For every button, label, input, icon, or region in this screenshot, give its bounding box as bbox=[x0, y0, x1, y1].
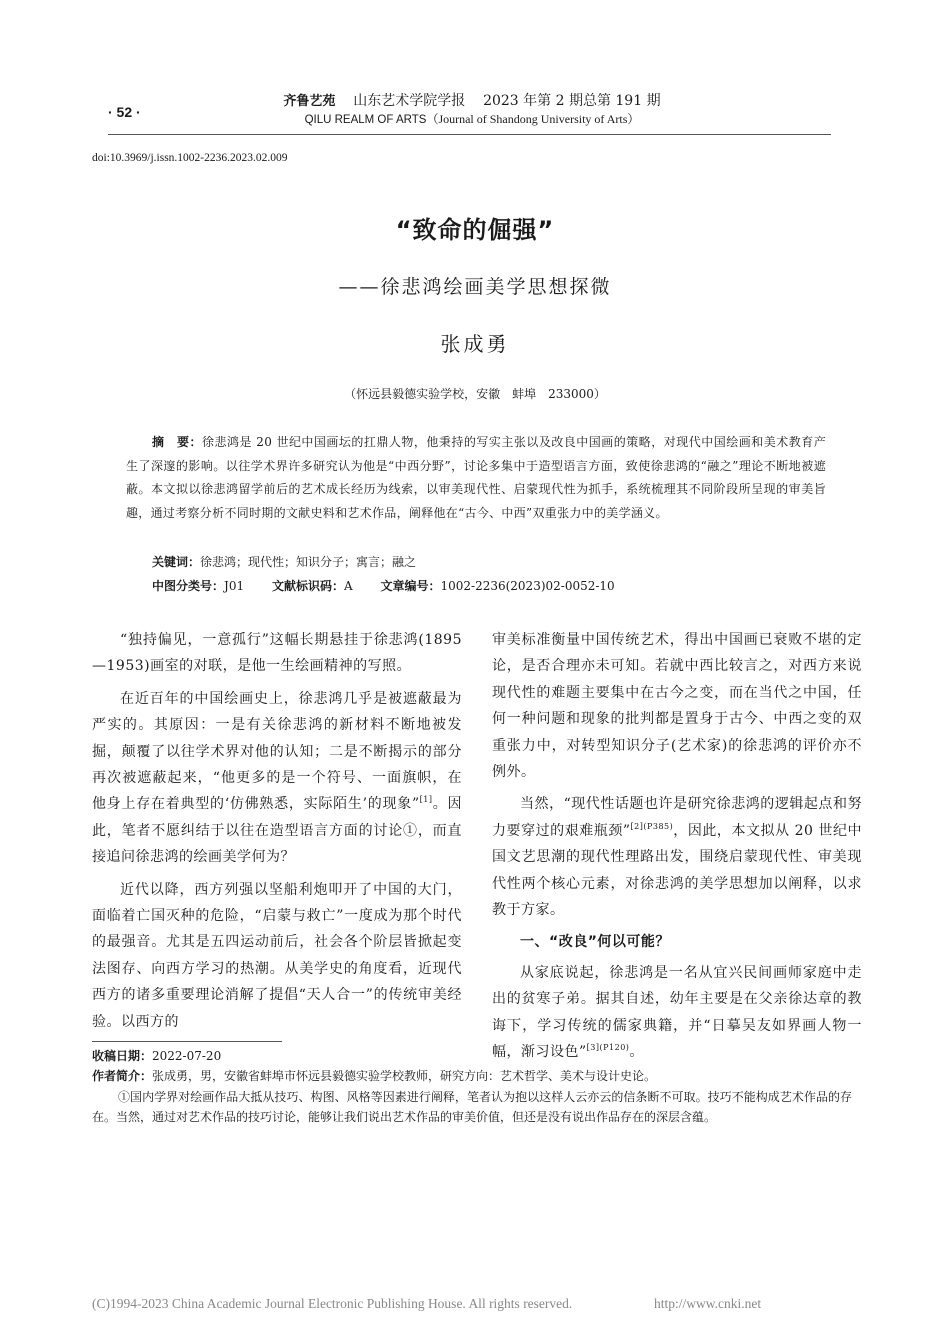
classification-line bbox=[152, 577, 615, 594]
paragraph-text: 当然，“现代性话题也许是研究徐悲鸿的逻辑起点和努力要穿过的艰难瓶颈” bbox=[492, 796, 862, 839]
doi: doi:10.3969/j.issn.1002-2236.2023.02.009 bbox=[92, 152, 288, 164]
citation-ref: [3](P120) bbox=[586, 1043, 630, 1053]
paragraph-text: ，因此，本文拟从 20 世纪中国文艺思潮的现代性理路出发，围绕启蒙现代性、审美现代性两个核心元素，对徐悲鸿的美学思想加以阐释，以求教于方家。 bbox=[492, 822, 862, 919]
abstract bbox=[126, 431, 826, 525]
keywords-text: 徐悲鸿；现代性；知识分子；寓言；融之 bbox=[200, 555, 417, 569]
paragraph-text: 。因此，笔者不愿纠结于以往在造型语言方面的讨论①，而直接追问徐悲鸿的绘画美学何为？ bbox=[92, 796, 463, 866]
clc-value: J01 bbox=[224, 579, 245, 593]
journal-header-cn bbox=[262, 90, 682, 110]
keywords bbox=[152, 553, 416, 570]
cnki-link[interactable]: http://www.cnki.net bbox=[654, 1296, 762, 1311]
journal-name-en: QILU REALM OF ARTS bbox=[304, 114, 427, 126]
citation-ref: [2](P385) bbox=[630, 821, 674, 831]
doc-code-value: A bbox=[343, 579, 353, 593]
paragraph-text: 从家底说起，徐悲鸿是一名从宜兴民间画师家庭中走出的贫寒子弟。据其自述，幼年主要是在父亲徐达章的教诲下，学习传统的儒家典籍，并“日摹吴友如界画人物一幅，渐习设色” bbox=[492, 964, 862, 1061]
body-column-left bbox=[92, 627, 462, 1041]
copyright-text: (C)1994-2023 China Academic Journal Electronic Publishing House. All rights reserved. bbox=[92, 1296, 573, 1311]
article-number-label: 文章编号： bbox=[380, 579, 441, 593]
body-column-right bbox=[492, 627, 862, 1072]
author-bio bbox=[92, 1066, 852, 1086]
clc-label: 中图分类号： bbox=[152, 579, 225, 593]
paragraph: “独持偏见，一意孤行”这幅长期悬挂于徐悲鸿(1895—1953)画室的对联，是他一生绘画精神的写照。 bbox=[92, 632, 462, 675]
received-date bbox=[92, 1046, 852, 1066]
copyright-line bbox=[92, 1296, 762, 1312]
keywords-label: 关键词： bbox=[152, 555, 201, 569]
article-number-value: 1002-2236(2023)02-0052-10 bbox=[440, 579, 615, 593]
paragraph-text: 。 bbox=[629, 1044, 644, 1061]
paragraph bbox=[92, 686, 462, 871]
received-label: 收稿日期： bbox=[92, 1049, 153, 1063]
footnote-1: ①国内学界对绘画作品大抵从技巧、构图、风格等因素进行阐释，笔者认为抱以这样人云亦云的信条断不可取。技巧不能构成艺术作品的存在。当然，通过对艺术作品的技巧讨论，能够让我们说出艺术作品的审美价值，但还是没有说出作品存在的深层含蕴。 bbox=[92, 1089, 852, 1125]
article-title: “致命的倔强” bbox=[395, 216, 555, 244]
article-subtitle: ——徐悲鸿绘画美学思想探微 bbox=[338, 276, 612, 298]
author-affiliation: （怀远县毅德实验学校，安徽 蚌埠 233000） bbox=[344, 387, 606, 401]
author-name: 张成勇 bbox=[440, 332, 510, 356]
journal-name-cn: 齐鲁艺苑 bbox=[283, 94, 336, 109]
issue-info: 2023 年第 2 期总第 191 期 bbox=[483, 93, 661, 109]
citation-ref: [1] bbox=[419, 795, 433, 805]
section-heading: 一、“改良”何以可能？ bbox=[520, 934, 670, 951]
paragraph bbox=[492, 791, 862, 923]
footnotes bbox=[92, 1046, 852, 1128]
abstract-text: 徐悲鸿是 20 世纪中国画坛的扛鼎人物，他秉持的写实主张以及改良中国画的策略，对现代中国绘画和美术教育产生了深邃的影响。以往学术界许多研究认为他是“中西分野”，讨论多集中于造型语言方面，致使徐悲鸿的“融之”理论不断地被遮蔽。本文拟以徐悲鸿留学前后的艺术成长经历为线索，以审美现代性、启蒙现代性为抓手，系统梳理其不同阶段所呈现的审美旨趣，通过考察分析不同时期的文献史料和艺术作品，阐释他在“古今、中西”双重张力中的美学涵义。 bbox=[126, 435, 826, 520]
received-value: 2022-07-20 bbox=[152, 1049, 222, 1063]
doc-code-label: 文献标识码： bbox=[271, 579, 344, 593]
page-number: · 52 · bbox=[108, 104, 141, 120]
journal-header-en bbox=[232, 110, 712, 127]
author-bio-text: 张成勇，男，安徽省蚌埠市怀远县毅德实验学校教师，研究方向：艺术哲学、美术与设计史论。 bbox=[152, 1069, 657, 1084]
abstract-label: 摘 要： bbox=[152, 435, 202, 449]
paragraph: 近代以降，西方列强以坚船利炮叩开了中国的大门，面临着亡国灭种的危险，“启蒙与救亡”一度成为那个时代的最强音。尤其是五四运动前后，社会各个阶层皆掀起变法图存、向西方学习的热潮。从美学史的角度看，近现代西方的诸多重要理论消解了提倡“天人合一”的传统审美经验。以西方的 bbox=[92, 881, 462, 1030]
header-divider bbox=[108, 134, 831, 135]
paragraph-text: 在近百年的中国绘画史上，徐悲鸿几乎是被遮蔽最为严实的。其原因：一是有关徐悲鸿的新材料不断地被发掘，颠覆了以往学术界对他的认知；二是不断揭示的部分再次被遮蔽起来，“他更多的是一个符号、一面旗帜，在他身上存在着典型的‘仿佛熟悉，实际陌生’的现象” bbox=[92, 690, 462, 813]
footnote-divider bbox=[92, 1041, 282, 1042]
school-journal-name: 山东艺术学院学报 bbox=[353, 93, 466, 109]
paragraph: 审美标准衡量中国传统艺术，得出中国画已衰败不堪的定论，是否合理亦未可知。若就中西比较言之，对西方来说现代性的难题主要集中在古今之变，而在当代之中国，任何一种问题和现象的批判都是置身于古今、中西之变的双重张力中，对转型知识分子(艺术家)的徐悲鸿的评价亦不例外。 bbox=[492, 632, 862, 781]
author-bio-label: 作者简介： bbox=[92, 1069, 153, 1084]
journal-name-en-sub: （Journal of Shandong University of Arts） bbox=[426, 112, 640, 126]
